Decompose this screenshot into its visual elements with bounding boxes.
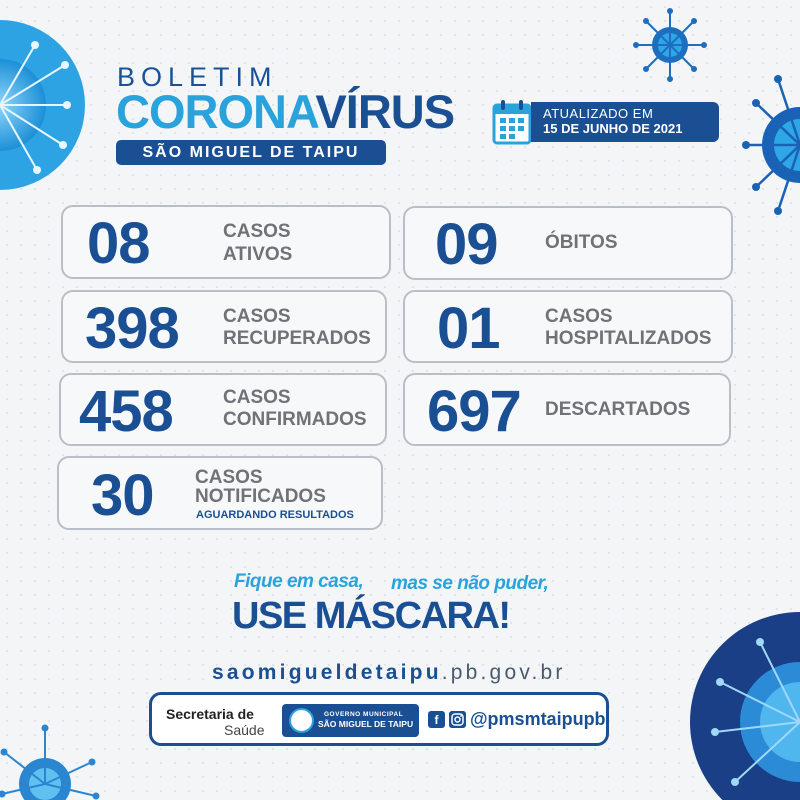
stat-label-line1: CASOS xyxy=(223,221,291,242)
website-domain-suffix: .pb.gov.br xyxy=(441,661,566,684)
card-ativos xyxy=(61,205,391,279)
updated-date-badge xyxy=(531,102,719,142)
slogan-line1b: mas se não puder, xyxy=(391,573,549,594)
facebook-icon[interactable]: f xyxy=(428,711,445,728)
municipal-seal-icon xyxy=(289,708,314,733)
stat-value: 398 xyxy=(85,296,179,361)
stat-label-line1: CASOS xyxy=(195,467,263,488)
virus-top-left-icon xyxy=(0,5,85,215)
website-link[interactable] xyxy=(212,661,566,685)
government-logo xyxy=(282,704,419,737)
virus-bottom-left-icon xyxy=(0,722,100,800)
website-domain-bold: saomigueldetaipu xyxy=(212,661,442,684)
card-hospitalizados xyxy=(403,290,733,363)
updated-label: ATUALIZADO EM xyxy=(543,106,654,121)
virus-top-right-small-icon xyxy=(630,5,710,85)
gov-line2: SÃO MIGUEL DE TAIPU xyxy=(318,719,414,729)
card-recuperados xyxy=(61,290,387,363)
instagram-icon[interactable] xyxy=(449,711,466,728)
stat-label-line2: ATIVOS xyxy=(223,244,293,265)
calendar-icon xyxy=(492,99,532,145)
slogan-headline: USE MÁSCARA! xyxy=(232,595,510,637)
card-descartados xyxy=(403,373,731,446)
stat-value: 08 xyxy=(87,211,150,276)
page-title xyxy=(116,85,455,138)
saude-label: Saúde xyxy=(224,722,265,738)
card-notificados xyxy=(57,456,383,530)
stat-value: 09 xyxy=(435,212,498,277)
stat-label-line1: DESCARTADOS xyxy=(545,399,691,420)
city-badge: SÃO MIGUEL DE TAIPU xyxy=(116,140,386,165)
gov-line1: GOVERNO MUNICIPAL xyxy=(324,711,404,718)
card-obitos xyxy=(403,206,733,280)
card-confirmados xyxy=(59,373,387,446)
stat-label-line1: CASOS xyxy=(223,306,291,327)
stat-label-line2: CONFIRMADOS xyxy=(223,409,367,430)
stat-label-line1: ÓBITOS xyxy=(545,232,618,253)
stat-value: 01 xyxy=(437,296,500,361)
stat-label-line2: NOTIFICADOS xyxy=(195,486,326,507)
stat-value: 697 xyxy=(427,379,521,444)
virus-right-icon xyxy=(738,65,800,225)
secretaria-label: Secretaria de xyxy=(166,706,254,722)
stat-label-line2: RECUPERADOS xyxy=(223,328,371,349)
stat-label-line1: CASOS xyxy=(223,387,291,408)
stat-sublabel: AGUARDANDO RESULTADOS xyxy=(196,509,354,521)
virus-bottom-right-icon xyxy=(690,612,800,800)
boletim-heading: BOLETIM xyxy=(117,62,278,92)
title-part-corona: CORONA xyxy=(116,85,316,138)
stat-value: 458 xyxy=(79,379,173,444)
stat-value: 30 xyxy=(91,463,154,528)
updated-date: 15 DE JUNHO DE 2021 xyxy=(543,121,683,136)
title-part-virus: VÍRUS xyxy=(315,85,455,138)
footer-box xyxy=(149,692,609,746)
stat-label-line1: CASOS xyxy=(545,306,613,327)
slogan-line1a: Fique em casa, xyxy=(234,571,364,592)
social-handle[interactable]: @pmsmtaipupb xyxy=(470,709,606,729)
stat-label-line2: HOSPITALIZADOS xyxy=(545,328,712,349)
